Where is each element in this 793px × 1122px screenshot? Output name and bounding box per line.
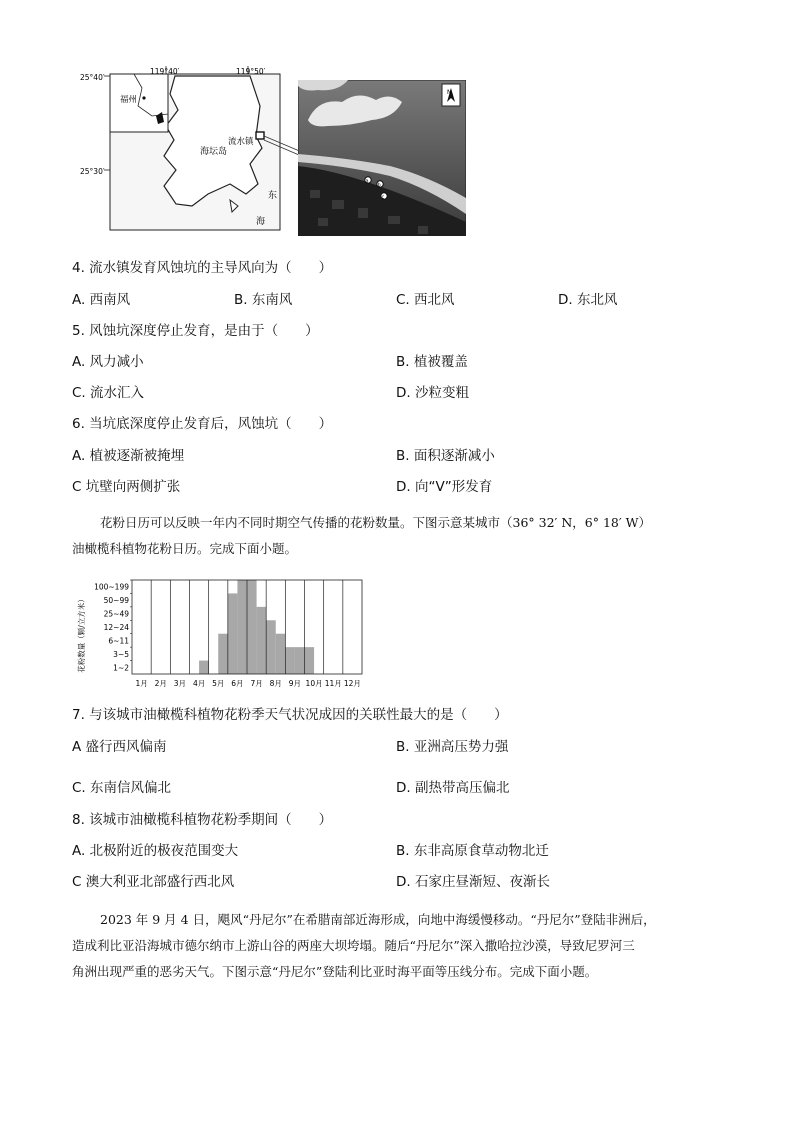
island-label: 海坛岛	[200, 147, 228, 157]
x-tick-label: 1月	[135, 679, 148, 688]
pollen-bar	[190, 661, 200, 674]
storm-passage-line-3: 角洲出现严重的恶劣天气。下图示意“丹尼尔”登陆利比亚时海平面等压线分布。完成下面小题。	[72, 964, 598, 979]
y-tick-label: 6~11	[108, 636, 129, 646]
pollen-bar	[266, 620, 276, 674]
q4-option-d: D. 东北风	[558, 292, 618, 308]
q7-option-d: D. 副热带高压偏北	[396, 780, 510, 796]
pollen-bar	[333, 661, 343, 674]
lon-left-label: 119°40′	[150, 67, 180, 76]
location-map	[80, 66, 290, 234]
q7-option-a: A 盛行西风偏南	[72, 739, 167, 755]
y-tick-label: 12~24	[103, 623, 129, 632]
y-tick-label: 100~199	[94, 582, 129, 592]
pollen-bar	[305, 647, 315, 674]
pollen-bar	[343, 661, 353, 674]
storm-passage-line-2: 造成利比亚沿海城市德尔纳市上游山谷的两座大坝垮塌。随后“丹尼尔”深入撒哈拉沙漠，导致尼罗河三	[72, 938, 635, 953]
pollen-bar	[314, 661, 324, 674]
storm-passage	[72, 907, 762, 985]
question-7: 7. 与该城市油橄榄科植物花粉季天气状况成因的关联性最大的是（ ）	[72, 707, 508, 723]
x-tick-label: 12月	[343, 679, 361, 688]
x-tick-label: 11月	[324, 679, 342, 688]
sea-east-label: 东	[268, 191, 278, 201]
q8-option-c: C 澳大利亚北部盛行西北风	[72, 874, 235, 890]
town-label: 流水镇	[228, 137, 254, 147]
x-tick-label: 5月	[212, 679, 225, 688]
pollen-bar	[257, 607, 267, 674]
pollen-passage-line-2: 油橄榄科植物花粉日历。完成下面小题。	[72, 541, 298, 556]
north-label: N	[447, 89, 452, 96]
y-tick-label: 25~49	[103, 609, 129, 619]
question-4: 4. 流水镇发育风蚀坑的主导风向为（ ）	[72, 260, 333, 276]
q6-option-d: D. 向“V”形发育	[396, 479, 493, 495]
inset-city-label: 福州	[120, 95, 138, 105]
question-6: 6. 当坑底深度停止发育后，风蚀坑（ ）	[72, 416, 333, 432]
pollen-bar	[352, 661, 362, 674]
pollen-passage	[72, 510, 752, 562]
y-tick-label: 1~2	[113, 663, 129, 673]
pollen-passage-line-1: 花粉日历可以反映一年内不同时期空气传播的花粉数量。下图示意某城市（36° 32′ N，6° 18′ W）	[100, 515, 652, 530]
q5-option-a: A. 风力减小	[72, 354, 144, 370]
pollen-calendar-chart	[72, 574, 372, 696]
lon-right-label: 119°50′	[236, 67, 266, 76]
x-tick-label: 10月	[305, 679, 323, 688]
pollen-bar	[218, 634, 228, 674]
pit-b-label: b	[377, 182, 381, 189]
x-tick-label: 2月	[154, 679, 167, 688]
q4-option-a: A. 西南风	[72, 292, 131, 308]
satellite-photo	[298, 80, 466, 236]
q4-option-b: B. 东南风	[234, 292, 293, 308]
q6-option-a: A. 植被逐渐被掩埋	[72, 448, 185, 464]
storm-passage-line-1: 2023 年 9 月 4 日，飓风“丹尼尔”在希腊南部近海形成，向地中海缓慢移动。“丹尼尔”登陆非洲后，	[100, 912, 656, 927]
pit-a-label: a	[365, 178, 369, 185]
q5-option-d: D. 沙粒变粗	[396, 385, 469, 401]
lat-top-label: 25°40′	[80, 73, 105, 82]
pollen-bar	[276, 634, 286, 674]
x-tick-label: 8月	[269, 679, 282, 688]
pollen-bar	[180, 661, 190, 674]
q6-option-b: B. 面积逐渐减小	[396, 448, 495, 464]
y-tick-label: 3~5	[113, 649, 129, 659]
q8-option-a: A. 北极附近的极夜范围变大	[72, 843, 239, 859]
q5-option-c: C. 流水汇入	[72, 385, 145, 401]
pollen-bar	[142, 661, 152, 674]
q8-option-d: D. 石家庄昼渐短、夜渐长	[396, 874, 550, 890]
q7-option-b: B. 亚洲高压势力强	[396, 739, 509, 755]
x-tick-label: 3月	[173, 679, 187, 688]
q5-option-b: B. 植被覆盖	[396, 354, 468, 370]
question-5: 5. 风蚀坑深度停止发育，是由于（ ）	[72, 323, 319, 339]
pollen-bar	[209, 661, 219, 674]
x-tick-label: 4月	[192, 679, 206, 688]
x-tick-label: 9月	[288, 679, 302, 688]
q8-option-b: B. 东非高原食草动物北迁	[396, 843, 549, 859]
pollen-bar	[161, 661, 171, 674]
sea-label: 海	[256, 217, 266, 227]
question-8: 8. 该城市油橄榄科植物花粉季期间（ ）	[72, 812, 333, 828]
q7-option-c: C. 东南信风偏北	[72, 780, 172, 796]
pollen-bar	[132, 661, 142, 674]
x-tick-label: 6月	[231, 679, 244, 688]
pit-c-label: c	[381, 194, 385, 201]
pollen-bar	[170, 661, 180, 674]
q6-option-c: C 坑壁向两侧扩张	[72, 479, 181, 495]
pollen-bar	[295, 647, 305, 674]
pollen-bar	[237, 580, 247, 674]
pollen-bar	[199, 661, 209, 674]
x-tick-label: 7月	[250, 679, 263, 688]
q4-option-c: C. 西北风	[396, 292, 455, 308]
pollen-bar	[285, 647, 295, 674]
chart-y-axis-label: 花粉数量（颗/立方米）	[77, 595, 86, 673]
pollen-bar	[324, 661, 334, 674]
pollen-bar	[151, 661, 161, 674]
pollen-bar	[247, 580, 257, 674]
pollen-bar	[228, 593, 238, 674]
y-tick-label: 50~99	[103, 596, 129, 606]
lat-bottom-label: 25°30′	[80, 167, 105, 176]
